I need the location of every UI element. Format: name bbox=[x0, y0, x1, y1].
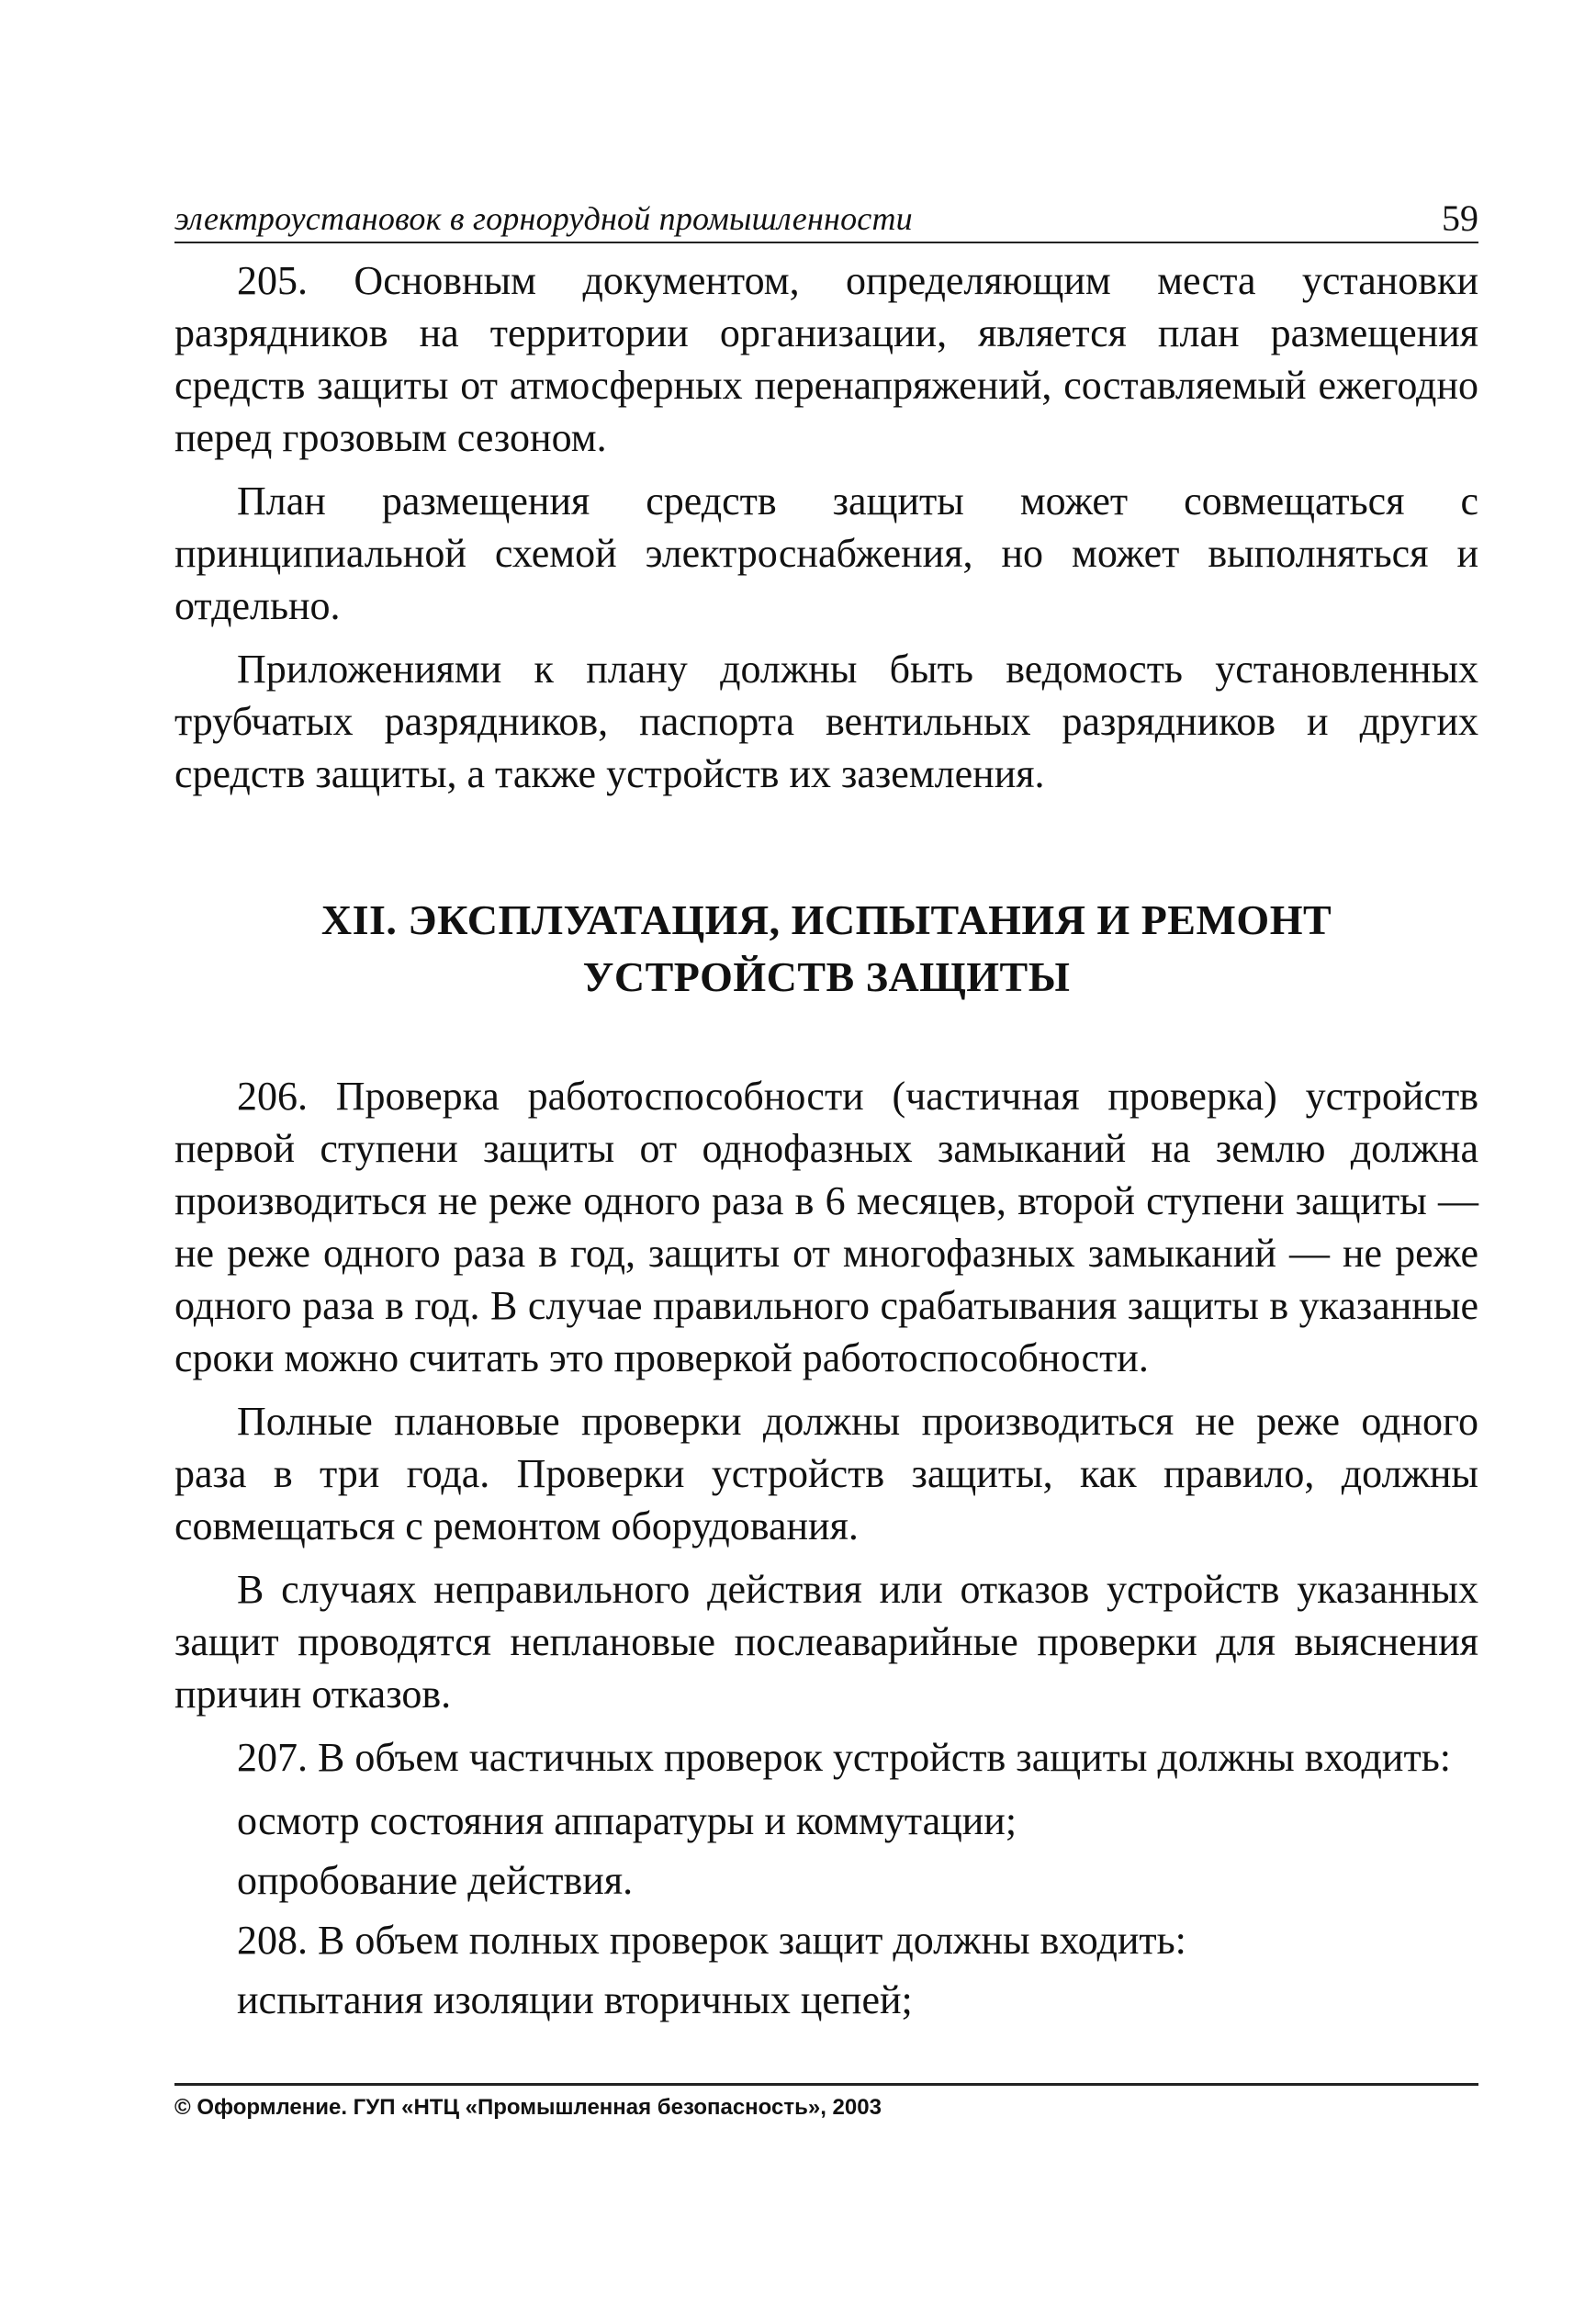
paragraph-plan-appendices: Приложениями к плану должны быть ведомость установленных трубчатых разрядников, паспорта вентильных разрядников и других средств защиты, а также устройств их заземления. bbox=[174, 647, 1478, 796]
section-heading-line-2: УСТРОЙСТВ ЗАЩИТЫ bbox=[582, 953, 1071, 1000]
list-item: осмотр состояния аппаратуры и коммутации; bbox=[237, 1798, 1017, 1843]
list-item: опробование действия. bbox=[237, 1858, 634, 1903]
paragraph-208: 208. В объем полных проверок защит должны входить: bbox=[237, 1918, 1186, 1963]
paragraph-full-checks: Полные плановые проверки должны производиться не реже одного раза в три года. Проверки устройств защиты, как правило, должны совмещаться с ремонтом оборудования. bbox=[174, 1399, 1478, 1548]
list-item: испытания изоляции вторичных цепей; bbox=[237, 1977, 913, 2022]
running-title: электроустановок в горнорудной промышленности bbox=[174, 200, 913, 237]
running-header bbox=[174, 188, 1478, 243]
paragraph-206: 206. Проверка работоспособности (частичная проверка) устройств первой ступени защиты от однофазных замыканий на землю должна производиться не реже одного раза в 6 месяцев, второй ступени защиты — не реже одного раза в год, защиты от многофазных замыканий — не реже одного раза в год. В случае правильного срабатывания защиты в указанные сроки можно считать это проверкой работоспособности. bbox=[174, 1074, 1478, 1380]
paragraph-205: 205. Основным документом, определяющим места установки разрядников на территории организации, является план размещения средств защиты от атмосферных перенапряжений, составляемый ежегодно перед грозовым сезоном. bbox=[174, 258, 1478, 460]
paragraph-plan-combination: План размещения средств защиты может совмещаться с принципиальной схемой электроснабжения, но может выполняться и отдельно. bbox=[174, 479, 1478, 628]
paragraph-207: 207. В объем частичных проверок устройств защиты должны входить: bbox=[237, 1735, 1451, 1780]
page-number: 59 bbox=[1442, 197, 1478, 239]
paragraph-unplanned-checks: В случаях неправильного действия или отказов устройств указанных защит проводятся неплановые послеаварийные проверки для выяснения причин отказов. bbox=[174, 1567, 1478, 1717]
document-page bbox=[174, 188, 1478, 2033]
section-heading bbox=[174, 892, 1478, 1006]
footer-copyright: © Оформление. ГУП «НТЦ «Промышленная безопасность», 2003 bbox=[174, 2083, 1478, 2121]
body-text bbox=[174, 254, 1478, 2026]
section-heading-line-1: XII. ЭКСПЛУАТАЦИЯ, ИСПЫТАНИЯ И РЕМОНТ bbox=[320, 896, 1332, 943]
